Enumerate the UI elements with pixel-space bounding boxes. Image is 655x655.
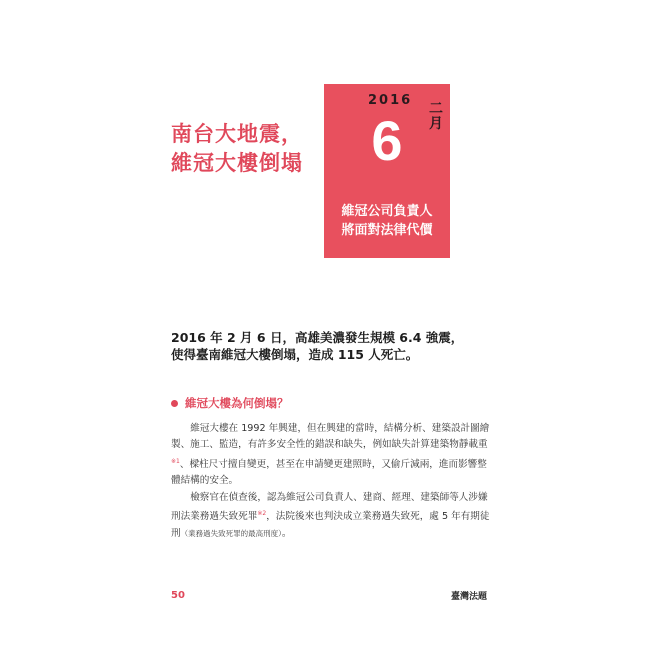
section-heading-text: 維冠大樓為何倒塌？ (185, 396, 289, 410)
calendar-caption (324, 202, 450, 240)
chapter-title (171, 120, 303, 178)
calendar-month-char: 月 (429, 116, 443, 132)
body-text-span: 維冠大樓在 1992 年興建，但在興建的當時，結構分析、建築設計圖繪製、施工、監造，有許多安全性的錯誤和缺失，例如缺失計算建築物靜載重 (171, 423, 490, 451)
chapter-title-line1: 南台大地震， (171, 122, 303, 146)
running-title: 臺灣法題 (451, 592, 488, 602)
calendar-year: 2016 (368, 93, 413, 108)
lead-line2: 使得臺南維冠大樓倒塌，造成 115 人死亡。 (171, 347, 419, 362)
calendar-month-char: 二 (429, 101, 443, 117)
footnote-marker-2: ※2 (257, 510, 267, 518)
chapter-title-line2: 維冠大樓倒塌 (171, 151, 303, 175)
body-paragraph-1 (171, 421, 491, 490)
section-heading (171, 395, 289, 411)
calendar-caption-line2: 將面對法律代價 (341, 223, 433, 238)
body-text-span: 。 (281, 527, 292, 539)
calendar-caption-line1: 維冠公司負責人 (341, 204, 433, 219)
calendar-card (324, 84, 450, 258)
footnote-marker-1: ※1 (171, 457, 180, 465)
body-text (171, 421, 491, 542)
calendar-day: 6 (371, 109, 403, 172)
bullet-dot-icon (171, 400, 178, 407)
parenthetical-note: （業務過失致死罪的最高刑度） (180, 528, 282, 538)
lead-line1: 2016 年 2 月 6 日，高雄美濃發生規模 6.4 強震， (171, 330, 464, 345)
body-text-span: 檢察官在偵查後，認為維冠公司負責人、建商、經理、建築師等人涉嫌刑法業務過失致死罪 (171, 491, 488, 523)
body-text-span: ，法院後來也判決成立業務過失致死，處 5 年有期徒刑 (171, 511, 490, 539)
page-number: 50 (171, 590, 185, 601)
body-text-span: 、樑柱尺寸擅自變更，甚至在申請變更建照時，又偷斤減兩，進而影響整體結構的安全。 (171, 459, 487, 487)
body-paragraph-2 (171, 490, 491, 542)
lead-paragraph (171, 329, 463, 363)
